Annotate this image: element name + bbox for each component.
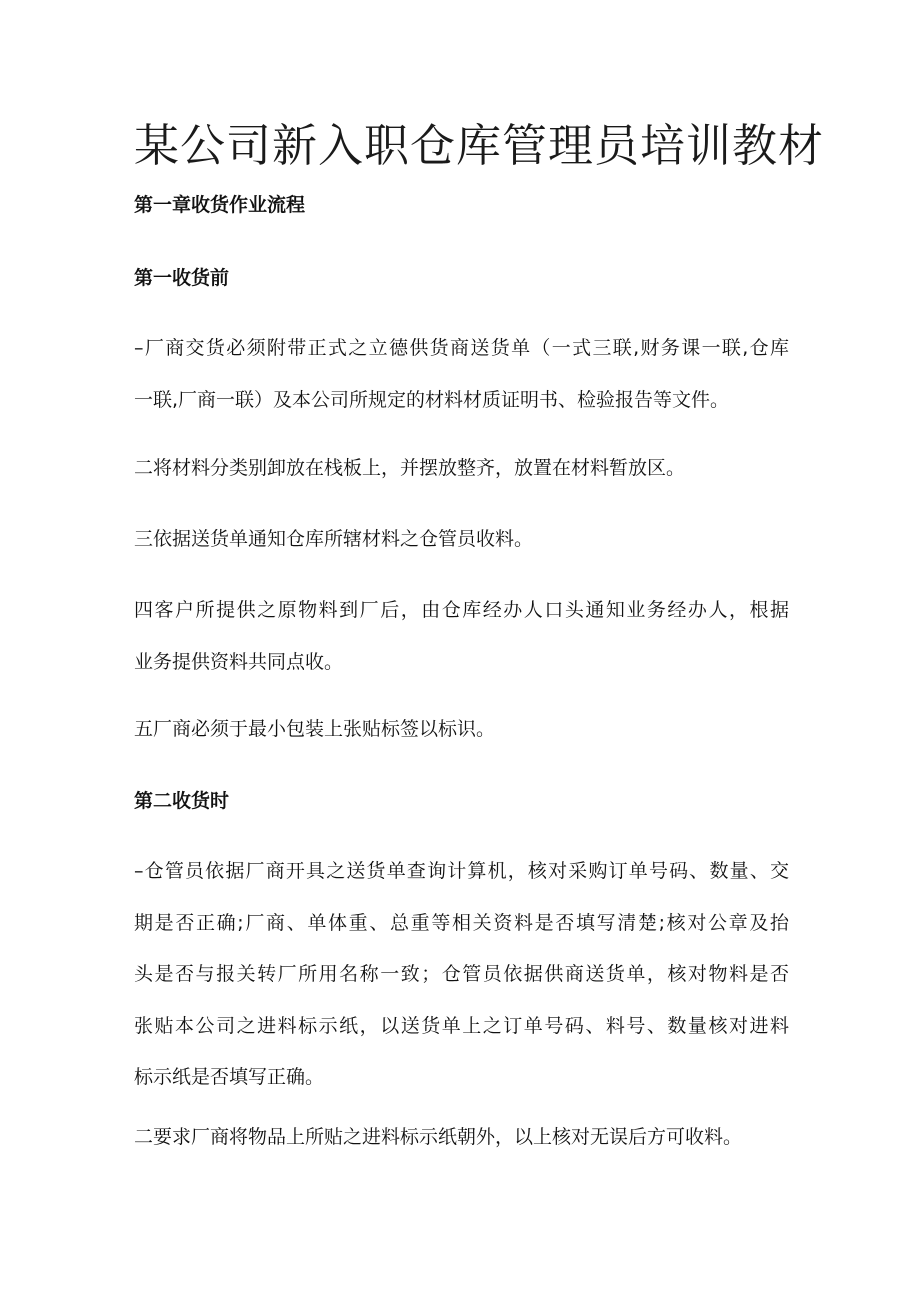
paragraph-line: 一联,厂商一联）及本公司所规定的材料材质证明书、检验报告等文件。	[134, 388, 730, 411]
paragraph-line: 业务提供资料共同点收。	[134, 650, 344, 673]
paragraph-line: 张贴本公司之进料标示纸，以送货单上之订单号码、料号、数量核对进料	[134, 1014, 789, 1037]
paragraph-verify-delivery	[134, 846, 789, 1104]
paragraph-line: 四客户所提供之原物料到厂后，由仓库经办人口头通知业务经办人，根据	[134, 599, 789, 621]
section-heading-during-receiving: 第二收货时	[134, 790, 230, 812]
paragraph-line: 二将材料分类别卸放在栈板上，并摆放整齐，放置在材料暂放区。	[134, 457, 686, 479]
section-heading-before-receiving: 第一收货前	[134, 267, 230, 289]
paragraph-line: –厂商交货必须附带正式之立德供货商送货单（一式三联,财务课一联,仓库	[134, 337, 789, 359]
paragraph-labeling	[134, 704, 789, 756]
paragraph-line: 三依据送货单通知仓库所辖材料之仓管员收料。	[134, 528, 534, 550]
paragraph-line: 标示纸是否填写正确。	[134, 1066, 325, 1088]
paragraph-line: –仓管员依据厂商开具之送货单查询计算机，核对采购订单号码、数量、交	[134, 860, 789, 882]
paragraph-line: 期是否正确;厂商、单体重、总重等相关资料是否填写清楚;核对公章及抬	[134, 911, 789, 934]
document-title: 某公司新入职仓库管理员培训教材	[134, 119, 825, 172]
paragraph-line: 二要求厂商将物品上所贴之进料标示纸朝外，以上核对无误后方可收料。	[134, 1126, 743, 1148]
paragraph-delivery-documents	[134, 323, 789, 426]
paragraph-customer-materials	[134, 585, 789, 688]
paragraph-sort-materials	[134, 443, 789, 495]
paragraph-label-facing-out	[134, 1112, 789, 1164]
paragraph-line: 头是否与报关转厂所用名称一致；仓管员依据供商送货单，核对物料是否	[134, 963, 789, 985]
paragraph-notify-keeper	[134, 514, 789, 566]
chapter-heading: 第一章收货作业流程	[134, 194, 306, 216]
paragraph-line: 五厂商必须于最小包装上张贴标签以标识。	[134, 718, 496, 740]
